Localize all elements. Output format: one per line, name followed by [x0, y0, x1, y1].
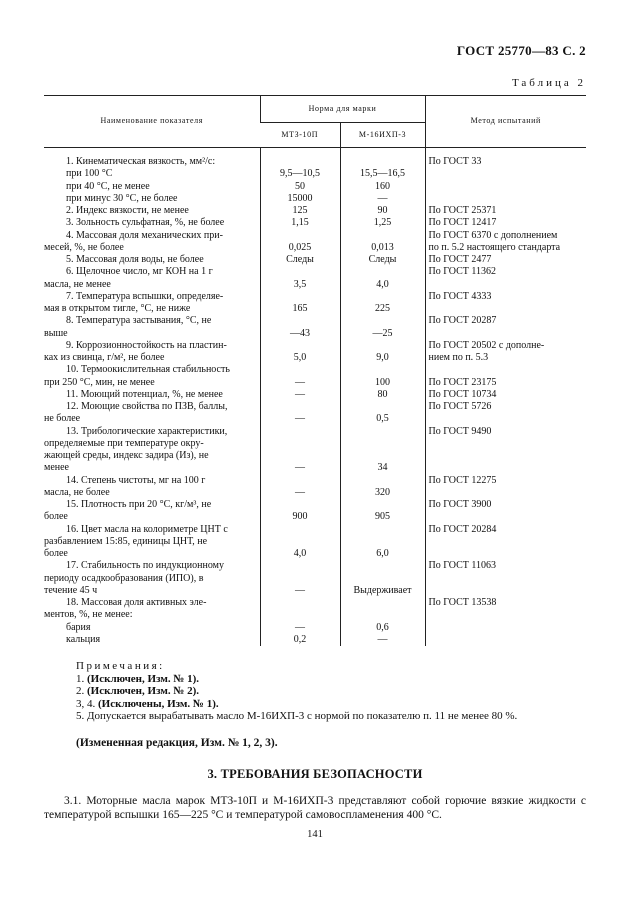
row-11-method: По ГОСТ 10734	[425, 389, 586, 401]
row-5-m16: Следы	[340, 254, 425, 266]
row-13-name-4: менее	[44, 462, 69, 474]
row-15-m16: 905	[340, 499, 425, 524]
row-18b-name: кальция	[66, 633, 101, 645]
row-13-name-3: жающей среды, индекс задира (Из), не	[44, 450, 209, 461]
table-row	[44, 217, 586, 229]
row-1-method: По ГОСТ 33	[425, 156, 586, 168]
row-2-mtz: 125	[260, 205, 340, 217]
row-10-m16: 100	[340, 364, 425, 389]
table-row	[44, 193, 586, 205]
spec-table	[44, 95, 586, 646]
row-8-name-1: 8. Температура застывания, °С, не	[66, 315, 212, 327]
table-row	[44, 499, 586, 524]
row-10-name-2: при 250 °С, мин, не менее	[44, 376, 155, 388]
row-7-m16: 225	[340, 291, 425, 316]
row-18b-m16: —	[340, 634, 425, 646]
row-4-method-1: По ГОСТ 6370 с дополнением	[428, 229, 558, 241]
row-14-method: По ГОСТ 12275	[425, 475, 586, 500]
row-18-name-1: 18. Массовая доля активных эле-	[66, 597, 207, 608]
amendment-note: (Измененная редакция, Изм. № 1, 2, 3).	[76, 737, 278, 749]
note-1-text: (Исключен, Изм. № 1).	[87, 672, 200, 685]
row-2-name: 2. Индекс вязкости, не менее	[66, 205, 189, 216]
row-5-name: 5. Массовая доля воды, не более	[66, 254, 204, 265]
note-1	[76, 673, 596, 686]
note-2	[76, 685, 596, 698]
row-14-mtz: —	[260, 475, 340, 500]
table-caption: Таблица 2	[511, 77, 586, 89]
row-9-method-2: нием по п. 5.3	[428, 352, 489, 363]
row-9-name-2: ках из свинца, г/м², не более	[44, 352, 165, 363]
col-mtz-header: МТЗ-10П	[260, 123, 340, 148]
table-row	[44, 560, 586, 597]
row-18-name-2: ментов, %, не менее:	[44, 609, 133, 621]
row-11-mtz: —	[260, 389, 340, 401]
table-row	[44, 291, 586, 316]
row-15-name-2: более	[44, 511, 68, 523]
row-9-m16: 9,0	[340, 340, 425, 365]
row-17-name-1: 17. Стабильность по индукционному	[66, 560, 224, 572]
notes-block	[76, 660, 596, 723]
note-3-4	[76, 698, 596, 711]
row-18a-m16: 0,6	[340, 622, 425, 634]
row-6-name-1: 6. Щелочное число, мг КОН на 1 г	[66, 266, 213, 278]
row-10-mtz: —	[260, 364, 340, 389]
table-row	[44, 622, 586, 634]
row-7-mtz: 165	[260, 291, 340, 316]
note-2-text: (Исключен, Изм. № 2).	[87, 685, 200, 697]
table-row	[44, 315, 586, 340]
row-10-name-1: 10. Термоокислительная стабильность	[66, 364, 230, 376]
row-8-method: По ГОСТ 20287	[425, 315, 586, 340]
row-16-name-3: более	[44, 548, 68, 559]
table-row	[44, 597, 586, 622]
row-6-mtz: 3,5	[260, 266, 340, 291]
row-12-name-2: не более	[44, 413, 81, 425]
row-4-m16: 0,013	[340, 230, 425, 255]
row-8-mtz: —43	[260, 315, 340, 340]
row-4-name-1: 4. Массовая доля механических при-	[66, 229, 223, 241]
row-4-mtz: 0,025	[260, 230, 340, 255]
row-13-name-2: определяемые при температуре окру-	[44, 437, 204, 449]
row-3-name: 3. Зольность сульфатная, %, не более	[66, 217, 225, 229]
row-15-method: По ГОСТ 3900	[425, 499, 586, 524]
row-9-name-1: 9. Коррозионностойкость на пластин-	[66, 339, 227, 351]
table-row	[44, 181, 586, 193]
col-m16-header: М-16ИХП-3	[340, 123, 425, 148]
table-row	[44, 340, 586, 365]
row-16-method: По ГОСТ 20284	[425, 524, 586, 561]
page-number: 141	[307, 829, 323, 840]
row-17-m16: Выдерживает	[340, 560, 425, 597]
table-row	[44, 266, 586, 291]
row-1a-m16: 15,5—16,5	[340, 168, 425, 180]
row-2-m16: 90	[340, 205, 425, 217]
row-17-mtz: —	[260, 560, 340, 597]
table-row	[44, 475, 586, 500]
row-9-mtz: 5,0	[260, 340, 340, 365]
row-16-name-2: разбавлением 15:85, единицы ЦНТ, не	[44, 535, 208, 547]
row-18a-mtz: —	[260, 622, 340, 634]
row-5-method: По ГОСТ 2477	[425, 254, 586, 266]
table-row	[44, 254, 586, 266]
col-name-header: Наименование показателя	[44, 96, 260, 148]
row-7-name-2: мая в открытом тигле, °С, не ниже	[44, 303, 191, 314]
row-15-name-1: 15. Плотность при 20 °С, кг/м³, не	[66, 499, 212, 510]
row-17-method: По ГОСТ 11063	[425, 560, 586, 597]
note-3-number: 3, 4.	[76, 697, 96, 710]
paragraph-3-1	[44, 794, 586, 822]
row-18a-name: бария	[66, 621, 91, 633]
table-row	[44, 524, 586, 561]
table-row	[44, 426, 586, 475]
row-1b-mtz: 50	[260, 181, 340, 193]
row-13-mtz: —	[260, 426, 340, 475]
page-header: ГОСТ 25770—83 С. 2	[456, 43, 586, 58]
row-17-name-2: периоду осадкообразования (ИПО), в	[44, 572, 204, 584]
row-1a-mtz: 9,5—10,5	[260, 168, 340, 180]
table-row	[44, 389, 586, 401]
row-1a-name: при 100 °С	[66, 168, 113, 180]
row-1b-name: при 40 °С, не менее	[66, 180, 150, 192]
row-7-method: По ГОСТ 4333	[425, 291, 586, 316]
paragraph-3-1-text: 3.1. Моторные масла марок МТЗ-10П и М-16ИХП-3 представляют собой горючие вязкие жидкости с температурой вспышки 165—225 °С и температурой самовоспламенения 400 °С.	[44, 795, 586, 821]
row-4-name-2: месей, %, не более	[44, 241, 124, 253]
row-8-name-2: выше	[44, 327, 68, 339]
row-1b-m16: 160	[340, 181, 425, 193]
table-row	[44, 401, 586, 426]
row-12-mtz: —	[260, 401, 340, 426]
row-9-method-1: По ГОСТ 20502 с дополне-	[428, 339, 545, 351]
row-1-name: 1. Кинематическая вязкость, мм²/с:	[66, 156, 216, 167]
col-norm-header: Норма для марки	[260, 96, 425, 123]
table-row	[44, 205, 586, 217]
notes-title: Примечания:	[76, 660, 165, 672]
row-1c-m16: —	[340, 193, 425, 205]
row-8-m16: —25	[340, 315, 425, 340]
row-16-mtz: 4,0	[260, 524, 340, 561]
row-17-name-3: течение 45 ч	[44, 584, 98, 596]
row-6-name-2: масла, не менее	[44, 278, 111, 290]
row-1c-mtz: 15000	[260, 193, 340, 205]
note-5: 5. Допускается вырабатывать масло М-16ИХП-3 с нормой по показателю п. 11 не менее 80 %.	[76, 710, 518, 722]
row-12-m16: 0,5	[340, 401, 425, 426]
row-3-method: По ГОСТ 12417	[425, 217, 586, 229]
row-11-m16: 80	[340, 389, 425, 401]
note-3-text: (Исключены, Изм. № 1).	[98, 697, 219, 710]
row-14-name-1: 14. Степень чистоты, мг на 100 г	[66, 474, 206, 486]
row-1c-name: при минус 30 °С, не более	[66, 192, 178, 204]
row-13-name-1: 13. Трибологические характеристики,	[66, 425, 228, 437]
section-title: 3. ТРЕБОВАНИЯ БЕЗОПАСНОСТИ	[207, 767, 423, 781]
table-row	[44, 168, 586, 180]
table-row	[44, 634, 586, 646]
row-5-mtz: Следы	[260, 254, 340, 266]
row-13-m16: 34	[340, 426, 425, 475]
row-16-m16: 6,0	[340, 524, 425, 561]
row-11-name: 11. Моющий потенциал, %, не менее	[66, 388, 223, 400]
table-row	[44, 156, 586, 168]
table-row	[44, 364, 586, 389]
row-6-method: По ГОСТ 11362	[425, 266, 586, 291]
row-14-name-2: масла, не более	[44, 486, 110, 498]
row-18-method: По ГОСТ 13538	[425, 597, 586, 622]
row-15-mtz: 900	[260, 499, 340, 524]
row-3-m16: 1,25	[340, 217, 425, 229]
row-3-mtz: 1,15	[260, 217, 340, 229]
note-1-number: 1.	[76, 672, 85, 685]
table-row	[44, 230, 586, 255]
row-2-method: По ГОСТ 25371	[425, 205, 586, 217]
row-16-name-1: 16. Цвет масла на колориметре ЦНТ с	[66, 523, 228, 535]
note-2-number: 2.	[76, 685, 85, 697]
row-13-method: По ГОСТ 9490	[425, 426, 586, 475]
row-12-name-1: 12. Моющие свойства по ПЗВ, баллы,	[66, 401, 228, 412]
row-18b-mtz: 0,2	[260, 634, 340, 646]
col-method-header: Метод испытаний	[425, 96, 586, 148]
row-14-m16: 320	[340, 475, 425, 500]
row-10-method: По ГОСТ 23175	[425, 364, 586, 389]
row-7-name-1: 7. Температура вспышки, определяе-	[66, 290, 224, 302]
row-6-m16: 4,0	[340, 266, 425, 291]
row-4-method-2: по п. 5.2 настоящего стандарта	[428, 241, 561, 253]
row-12-method: По ГОСТ 5726	[425, 401, 586, 426]
